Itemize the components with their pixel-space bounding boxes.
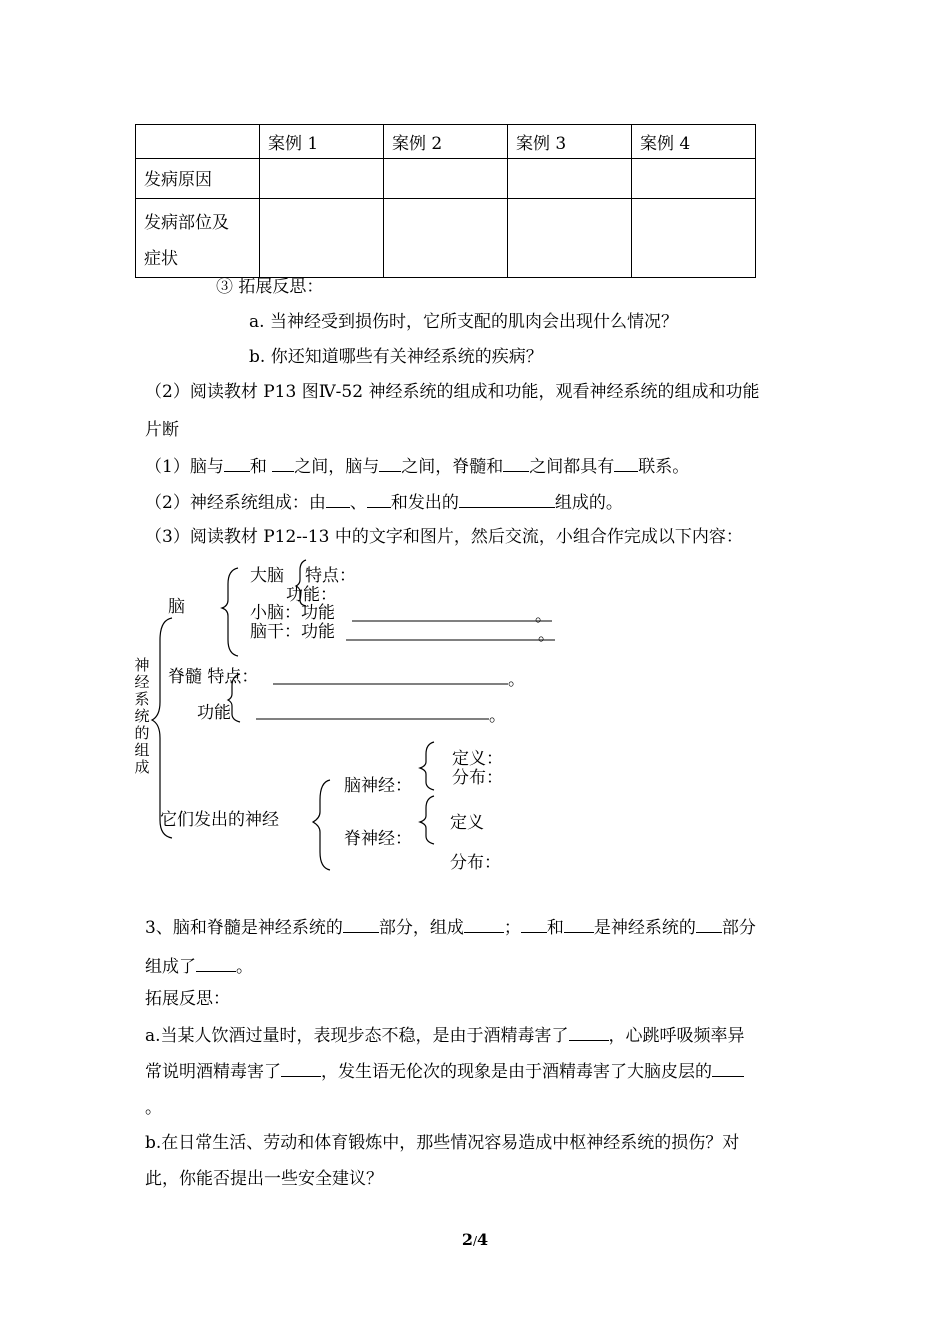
blank[interactable] (281, 1060, 321, 1077)
diagram-cerebellum: 小脑：功能 (250, 603, 335, 623)
reflect2-text: a.当某人饮酒过量时，表现步态不稳，是由于酒精毒害了 (145, 1026, 569, 1046)
diagram-cerebrum-feature: 特点： (305, 566, 356, 586)
question-1 (145, 455, 689, 477)
table-cell (632, 199, 756, 278)
q4-text: 组成了 (145, 957, 196, 977)
page-current: 2 (461, 1230, 473, 1249)
page-number (0, 1230, 950, 1249)
diagram-root-label: 神经系统的组成 (134, 656, 150, 776)
diagram-cranial-def: 定义： (452, 749, 503, 769)
blank[interactable] (196, 955, 236, 972)
brain-bracket (222, 568, 238, 656)
blank[interactable] (503, 455, 529, 472)
nerves-bracket (313, 780, 330, 870)
question-section3-line2 (145, 955, 253, 977)
table-cell (260, 199, 384, 278)
section2-line1: （2）阅读教材 P13 图Ⅳ-52 神经系统的组成和功能，观看神经系统的组成和功能 (145, 382, 760, 402)
question-3: （3）阅读教材 P12--13 中的文字和图片，然后交流，小组合作完成以下内容： (145, 527, 743, 547)
blank[interactable] (696, 916, 722, 933)
reflect2-a-line1 (145, 1024, 745, 1046)
table-row-label-line: 症状 (144, 249, 178, 269)
table-header-cell: 案例 1 (260, 125, 384, 159)
diagram-spinal-def: 定义 (450, 813, 484, 833)
diagram-spinal-nerve: 脊神经： (344, 829, 412, 849)
diagram-cranial: 脑神经： (344, 776, 412, 796)
blank[interactable] (326, 491, 350, 508)
q4-text: 和 (546, 918, 564, 938)
blank[interactable] (464, 916, 504, 933)
table-cell (384, 159, 508, 199)
table-row-label: 发病原因 (136, 159, 260, 199)
q1-text: 之间都具有 (529, 457, 615, 477)
diagram-cerebrum-function: 功能： (286, 585, 337, 605)
table-row-label-line: 发病部位及 (144, 213, 229, 233)
reflect2-title: 拓展反思： (145, 989, 230, 1009)
table-row-label (136, 199, 260, 278)
diagram-nerves: 它们发出的神经 (160, 810, 279, 830)
blank[interactable] (521, 916, 547, 933)
diagram-brain: 脑 (168, 597, 185, 617)
table-header-cell: 案例 4 (632, 125, 756, 159)
diagram-cranial-dist: 分布： (452, 768, 503, 788)
diagram-brainstem: 脑干：功能 (250, 622, 335, 642)
reflect-question-b: b. 你还知道哪些有关神经系统的疾病？ (249, 347, 543, 367)
table-cell (632, 159, 756, 199)
q1-text: 联系。 (638, 457, 690, 477)
reflect2-a-line2 (145, 1060, 744, 1082)
diagram-period: 。 (508, 670, 525, 690)
q1-text: 之间，脊髓和 (401, 457, 504, 477)
table-header-cell: 案例 2 (384, 125, 508, 159)
table-cell (508, 159, 632, 199)
q4-text: 3、脑和脊髓是神经系统的 (145, 918, 343, 938)
diagram-spinal: 脊髓 特点： (168, 667, 259, 687)
blank[interactable] (712, 1060, 744, 1077)
blank[interactable] (379, 455, 401, 472)
q4-text: 。 (236, 957, 253, 977)
question-2 (145, 491, 623, 513)
q1-text: （1）脑与 (145, 457, 224, 477)
q2-text: 、 (349, 493, 367, 513)
spinal-nerve-bracket (420, 796, 434, 844)
reflect2-b-line1: b.在日常生活、劳动和体育锻炼中，那些情况容易造成中枢神经系统的损伤？对 (145, 1133, 740, 1153)
q2-text: 和发出的 (390, 493, 459, 513)
table-cell (508, 199, 632, 278)
q1-text: 和 (249, 457, 273, 477)
blank[interactable] (459, 491, 555, 508)
q1-text: 之间，脑与 (294, 457, 380, 477)
reflect2-a-line3: 。 (145, 1098, 162, 1118)
q2-text: （2）神经系统组成：由 (145, 493, 326, 513)
reflect2-text: 常说明酒精毒害了 (145, 1062, 281, 1082)
table-cell (260, 159, 384, 199)
case-table (135, 124, 756, 278)
blank[interactable] (569, 1024, 609, 1041)
blank[interactable] (272, 455, 294, 472)
root-bracket (152, 618, 172, 838)
diagram-period: 。 (538, 625, 555, 645)
diagram-period: 。 (535, 606, 552, 626)
reflect-question-a: a. 当神经受到损伤时，它所支配的肌肉会出现什么情况？ (249, 312, 678, 332)
q4-text: 部分，组成 (378, 918, 464, 938)
blank[interactable] (564, 916, 594, 933)
diagram-cerebrum: 大脑 (250, 566, 284, 586)
reflect-title: ③ 拓展反思： (216, 277, 324, 297)
reflect2-text: ，心跳呼吸频率异 (608, 1026, 745, 1046)
blank[interactable] (367, 491, 391, 508)
reflect2-b-line2: 此，你能否提出一些安全建议？ (145, 1169, 383, 1189)
blank[interactable] (343, 916, 379, 933)
table-header-cell: 案例 3 (508, 125, 632, 159)
page-total: 4 (477, 1230, 489, 1249)
q4-text: 部分 (721, 918, 756, 938)
q2-text: 组成的。 (554, 493, 623, 513)
page-separator: / (472, 1234, 478, 1248)
diagram-period: 。 (489, 706, 506, 726)
table-cell (384, 199, 508, 278)
blank[interactable] (614, 455, 638, 472)
q4-text: 是神经系统的 (593, 918, 696, 938)
cranial-bracket (420, 742, 434, 790)
section2-line2: 片断 (145, 420, 179, 440)
diagram-spinal-dist: 分布： (450, 853, 501, 873)
reflect2-text: ，发生语无伦次的现象是由于酒精毒害了大脑皮层的 (321, 1062, 712, 1082)
diagram-spinal-function: 功能 (197, 703, 231, 723)
q4-text: ； (503, 918, 521, 938)
blank[interactable] (224, 455, 250, 472)
question-section3-line1 (145, 916, 756, 938)
table-header-cell (136, 125, 260, 159)
